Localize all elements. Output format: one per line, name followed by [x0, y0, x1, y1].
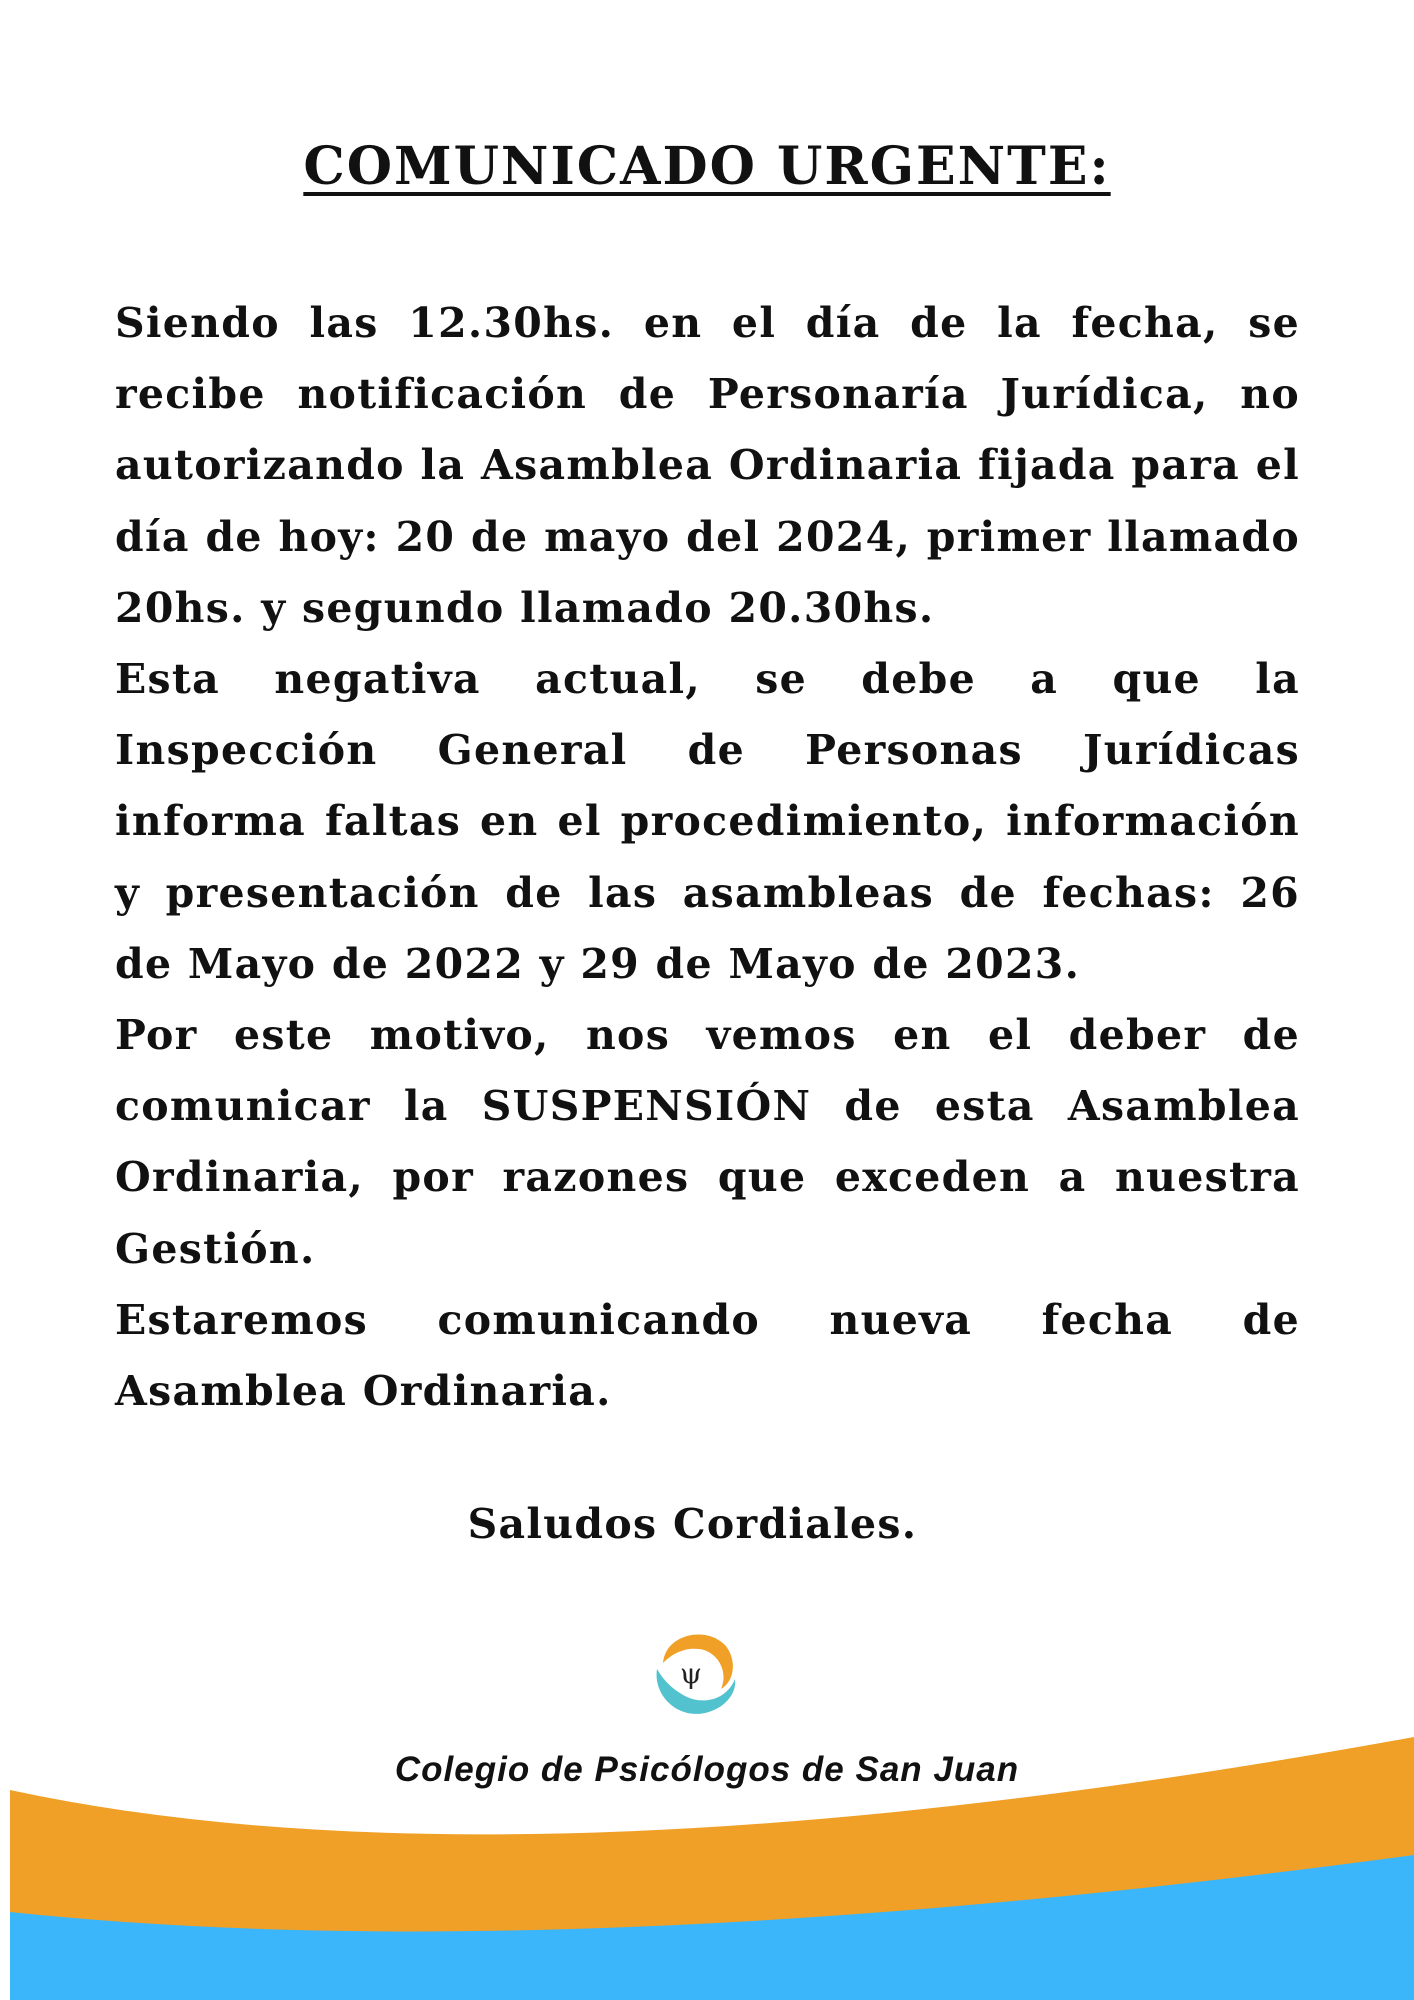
psi-swirl-logo-icon [643, 1623, 743, 1723]
logo-psi-glyph: ψ [680, 1657, 702, 1690]
notice-body [115, 288, 1300, 1427]
paragraph-reason: Esta negativa actual, se debe a que la Inspección General de Personas Jurídicas informa faltas en el procedimiento, información y presentación de las asambleas de fechas: 26 de Mayo de 2022 y 29 de Mayo de 2023. [115, 655, 1300, 988]
notice-title [0, 136, 1414, 197]
paragraph-new-date: Estaremos comunicando nueva fecha de Asamblea Ordinaria. [115, 1295, 1300, 1416]
paragraph-notification: Siendo las 12.30hs. en el día de la fecha, se recibe notificación de Personaría Jurídica, no autorizando la Asamblea Ordinaria fijada para el día de hoy: 20 de mayo del 2024, primer llamado 20hs. y segundo llamado 20.30hs. [115, 299, 1300, 632]
notice-title-text: COMUNICADO URGENTE: [303, 136, 1111, 197]
closing-greeting: Saludos Cordiales. [467, 1500, 918, 1548]
organization-name: Colegio de Psicólogos de San Juan [394, 1750, 1020, 1789]
footer-waves [0, 1700, 1414, 2000]
paragraph-suspension: Por este motivo, nos vemos en el deber de comunicar la SUSPENSIÓN de esta Asamblea Ordinaria, por razones que exceden a nuestra Gestión. [115, 1011, 1300, 1273]
